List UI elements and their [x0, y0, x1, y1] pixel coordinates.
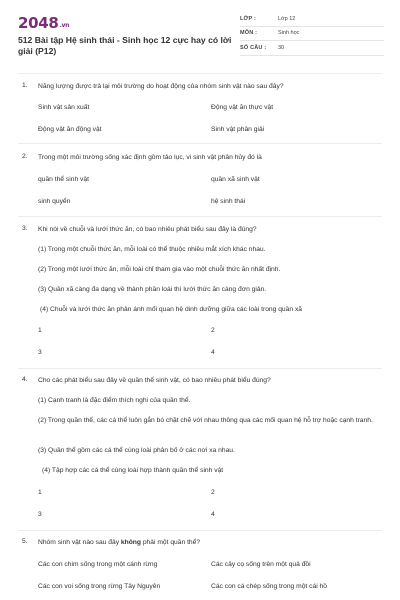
question-text: Nhóm sinh vật nào sau đây không phải một quần thể?	[38, 539, 201, 546]
question-text: Khi nói về chuỗi và lưới thức ăn, có bao nhiêu phát biểu sau đây là đúng?	[38, 226, 257, 233]
page-title: 512 Bài tập Hệ sinh thái - Sinh học 12 cực hay có lời giải (P12)	[18, 35, 232, 56]
statement: (2) Trong một lưới thức ăn, mỗi loài chỉ tham gia vào một chuỗi thức ăn nhất định.	[38, 266, 281, 273]
answer-option[interactable]: Động vật ăn động vật	[38, 126, 102, 133]
answer-option[interactable]: 2	[211, 489, 215, 496]
question-text: Năng lượng được trả lại môi trường do hoạt động của nhóm sinh vật nào sau đây?	[38, 83, 284, 90]
meta-value: Lớp 12	[278, 15, 296, 22]
answer-option[interactable]: 3	[38, 511, 42, 518]
question-number: 4.	[22, 376, 28, 383]
divider	[18, 143, 382, 144]
statement: (1) Trong một chuỗi thức ăn, mỗi loài có thể thuộc nhiều mắt xích khác nhau.	[38, 246, 266, 253]
divider	[18, 530, 382, 531]
question-text: Trong một môi trường sống xác định gồm tảo lục, vi sinh vật phân hủy đó là	[38, 154, 262, 161]
meta-table	[240, 12, 384, 56]
answer-option[interactable]: 2	[211, 327, 215, 334]
page-header	[18, 12, 384, 62]
statement: (4) Tập hợp các cá thể cùng loài hợp thành quần thể sinh vật	[42, 467, 224, 474]
answer-option[interactable]: Các cây cọ sống trên một quả đồi	[211, 561, 311, 568]
answer-option[interactable]: quần xã sinh vật	[211, 176, 260, 183]
meta-key: SỐ CÂU :	[240, 44, 267, 51]
statement: (2) Trong quần thể, các cá thể luôn gắn bó chặt chẽ với nhau thông qua các mối quan hệ hỗ trợ hoặc cạnh tranh.	[38, 417, 373, 424]
answer-option[interactable]: Các con voi sống trong rừng Tây Nguyên	[38, 583, 161, 590]
divider	[18, 73, 382, 74]
statement: (4) Chuỗi và lưới thức ăn phản ánh mối quan hệ dinh dưỡng giữa các loài trong quần xã	[40, 306, 303, 313]
answer-option[interactable]: Sinh vật phân giải	[211, 126, 265, 133]
meta-row-count	[240, 41, 384, 56]
answer-option[interactable]: 1	[38, 327, 42, 334]
answer-option[interactable]: quần thể sinh vật	[38, 176, 89, 183]
answer-option[interactable]: 1	[38, 489, 42, 496]
divider	[18, 368, 382, 369]
meta-row-subject	[240, 27, 384, 42]
meta-key: LỚP :	[240, 15, 256, 22]
answer-option[interactable]: hệ sinh thái	[211, 198, 246, 205]
answer-option[interactable]: 4	[211, 349, 215, 356]
question-number: 5.	[22, 538, 28, 545]
meta-value: 30	[278, 44, 285, 51]
statement: (1) Cạnh tranh là đặc điểm thích nghi của quần thể.	[38, 397, 191, 404]
meta-row-class	[240, 12, 384, 27]
meta-value: Sinh học	[278, 30, 300, 37]
meta-key: MÔN :	[240, 30, 258, 37]
divider	[18, 216, 382, 217]
answer-option[interactable]: sinh quyển	[38, 198, 71, 205]
answer-option[interactable]: 4	[211, 511, 215, 518]
answer-option[interactable]: Động vật ăn thực vật	[211, 104, 274, 111]
statement: (3) Quần xã càng đa dạng về thành phần loài thì lưới thức ăn càng đơn giản.	[38, 286, 267, 293]
question-number: 1.	[22, 82, 28, 89]
statement: (3) Quần thể gồm các cá thể cùng loài phân bố ở các nơi xa nhau.	[38, 447, 235, 454]
question-text: Cho các phát biểu sau đây về quần thể sinh vật, có bao nhiêu phát biểu đúng?	[38, 377, 271, 384]
answer-option[interactable]: Các con cá chép sống trong một cái hồ	[211, 583, 327, 590]
answer-option[interactable]: 3	[38, 349, 42, 356]
question-number: 3.	[22, 225, 28, 232]
question-number: 2.	[22, 153, 28, 160]
emphasis: không	[120, 539, 141, 546]
answer-option[interactable]: Các con chim sống trong một cánh rừng	[38, 561, 158, 568]
answer-option[interactable]: Sinh vật sản xuất	[38, 104, 90, 111]
site-logo[interactable]: 2048.vn	[18, 14, 70, 32]
